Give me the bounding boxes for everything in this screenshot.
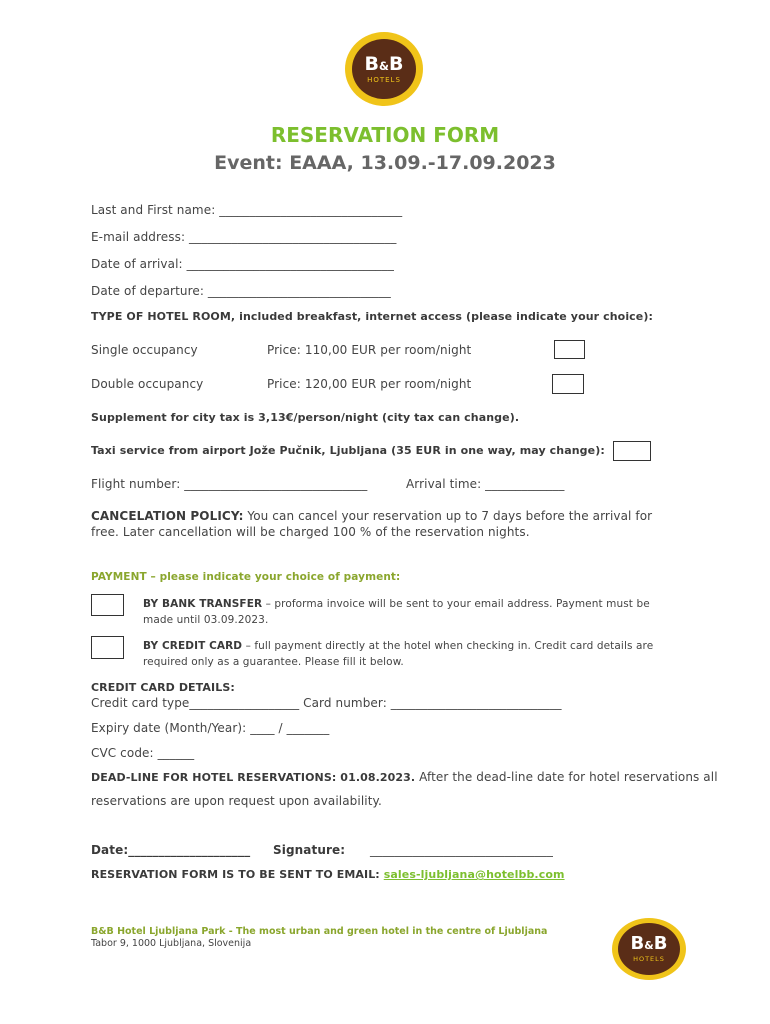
signature-line[interactable]: ______________________________ xyxy=(370,843,553,857)
single-occupancy-label: Single occupancy xyxy=(91,343,198,357)
logo-bottom-letter-b1: B xyxy=(630,933,645,955)
credit-card-label: BY CREDIT CARD xyxy=(143,640,243,652)
logo-letter-b2: B xyxy=(388,52,404,75)
payment-heading: PAYMENT – please indicate your choice of payment: xyxy=(91,571,401,583)
logo-letter-b1: B xyxy=(364,52,380,75)
bank-transfer-checkbox[interactable] xyxy=(91,594,124,616)
email-field[interactable]: E-mail address: __________________________________ xyxy=(91,230,397,244)
form-title: RESERVATION FORM xyxy=(270,123,500,147)
departure-date-field[interactable]: Date of departure: ______________________________ xyxy=(91,284,391,298)
cancellation-policy xyxy=(91,508,681,540)
deadline-text: After the dead-line date for hotel reservations all xyxy=(415,770,718,784)
taxi-service-checkbox[interactable] xyxy=(613,441,651,461)
city-tax-note: Supplement for city tax is 3,13€/person/night (city tax can change). xyxy=(91,411,520,424)
cancellation-policy-text: You can cancel your reservation up to 7 days before the arrival for free. Later cancellation will be charged 100 % of the reservation nights. xyxy=(91,509,653,539)
bank-transfer-option xyxy=(143,596,683,628)
bank-transfer-label: BY BANK TRANSFER xyxy=(143,598,263,610)
logo-bottom-letter-b2: B xyxy=(653,933,668,955)
deadline-line xyxy=(91,770,718,784)
bank-transfer-text: – proforma invoice will be sent to your email address. Payment must be made until 03.09.2023. xyxy=(143,598,650,626)
double-occupancy-checkbox[interactable] xyxy=(552,374,584,394)
credit-card-details-heading: CREDIT CARD DETAILS: xyxy=(91,681,235,694)
footer-hotel-tagline: B&B Hotel Ljubljana Park - The most urban and green hotel in the centre of Ljubljana xyxy=(91,926,548,937)
deadline-text-continued: reservations are upon request upon availability. xyxy=(91,794,382,808)
send-email-link[interactable]: sales-ljubljana@hotelbb.com xyxy=(383,868,565,881)
hotel-logo-bottom xyxy=(612,918,686,980)
send-label: RESERVATION FORM IS TO BE SENT TO EMAIL: xyxy=(91,868,380,881)
logo-amp: & xyxy=(379,58,389,73)
expiry-date-field[interactable]: Expiry date (Month/Year): ____ / _______ xyxy=(91,721,330,735)
cvc-code-field[interactable]: CVC code: ______ xyxy=(91,746,195,760)
arrival-date-field[interactable]: Date of arrival: __________________________________ xyxy=(91,257,394,271)
footer-address: Tabor 9, 1000 Ljubljana, Slovenija xyxy=(91,938,252,949)
event-subtitle: Event: EAAA, 13.09.-17.09.2023 xyxy=(214,152,556,174)
double-occupancy-price: Price: 120,00 EUR per room/night xyxy=(267,377,472,391)
single-occupancy-checkbox[interactable] xyxy=(554,340,585,359)
taxi-service-label: Taxi service from airport Jože Pučnik, Ljubljana (35 EUR in one way, may change): xyxy=(91,444,605,457)
credit-card-option xyxy=(143,638,683,670)
cancellation-policy-label: CANCELATION POLICY: xyxy=(91,509,244,523)
credit-card-text: – full payment directly at the hotel when checking in. Credit card details are required only as a guarantee. Please fill it below. xyxy=(143,640,654,668)
send-instructions xyxy=(91,867,565,881)
logo-subtitle: HOTELS xyxy=(367,75,401,84)
logo-bottom-amp: & xyxy=(644,939,654,953)
credit-card-checkbox[interactable] xyxy=(91,636,124,659)
date-field[interactable]: Date:____________________ xyxy=(91,843,251,857)
room-type-heading: TYPE OF HOTEL ROOM, included breakfast, internet access (please indicate your choice): xyxy=(91,310,653,323)
signature-label: Signature: xyxy=(273,843,346,857)
double-occupancy-label: Double occupancy xyxy=(91,377,204,391)
logo-bottom-subtitle: HOTELS xyxy=(633,955,665,964)
arrival-time-field[interactable]: Arrival time: _____________ xyxy=(406,477,565,491)
hotel-logo-top xyxy=(345,32,423,106)
single-occupancy-price: Price: 110,00 EUR per room/night xyxy=(267,343,472,357)
flight-number-field[interactable]: Flight number: ______________________________ xyxy=(91,477,368,491)
card-type-and-number-field[interactable]: Credit card type__________________ Card number: ____________________________ xyxy=(91,696,562,710)
name-field[interactable]: Last and First name: ______________________________ xyxy=(91,203,403,217)
deadline-label: DEAD-LINE FOR HOTEL RESERVATIONS: 01.08.2023. xyxy=(91,771,416,784)
